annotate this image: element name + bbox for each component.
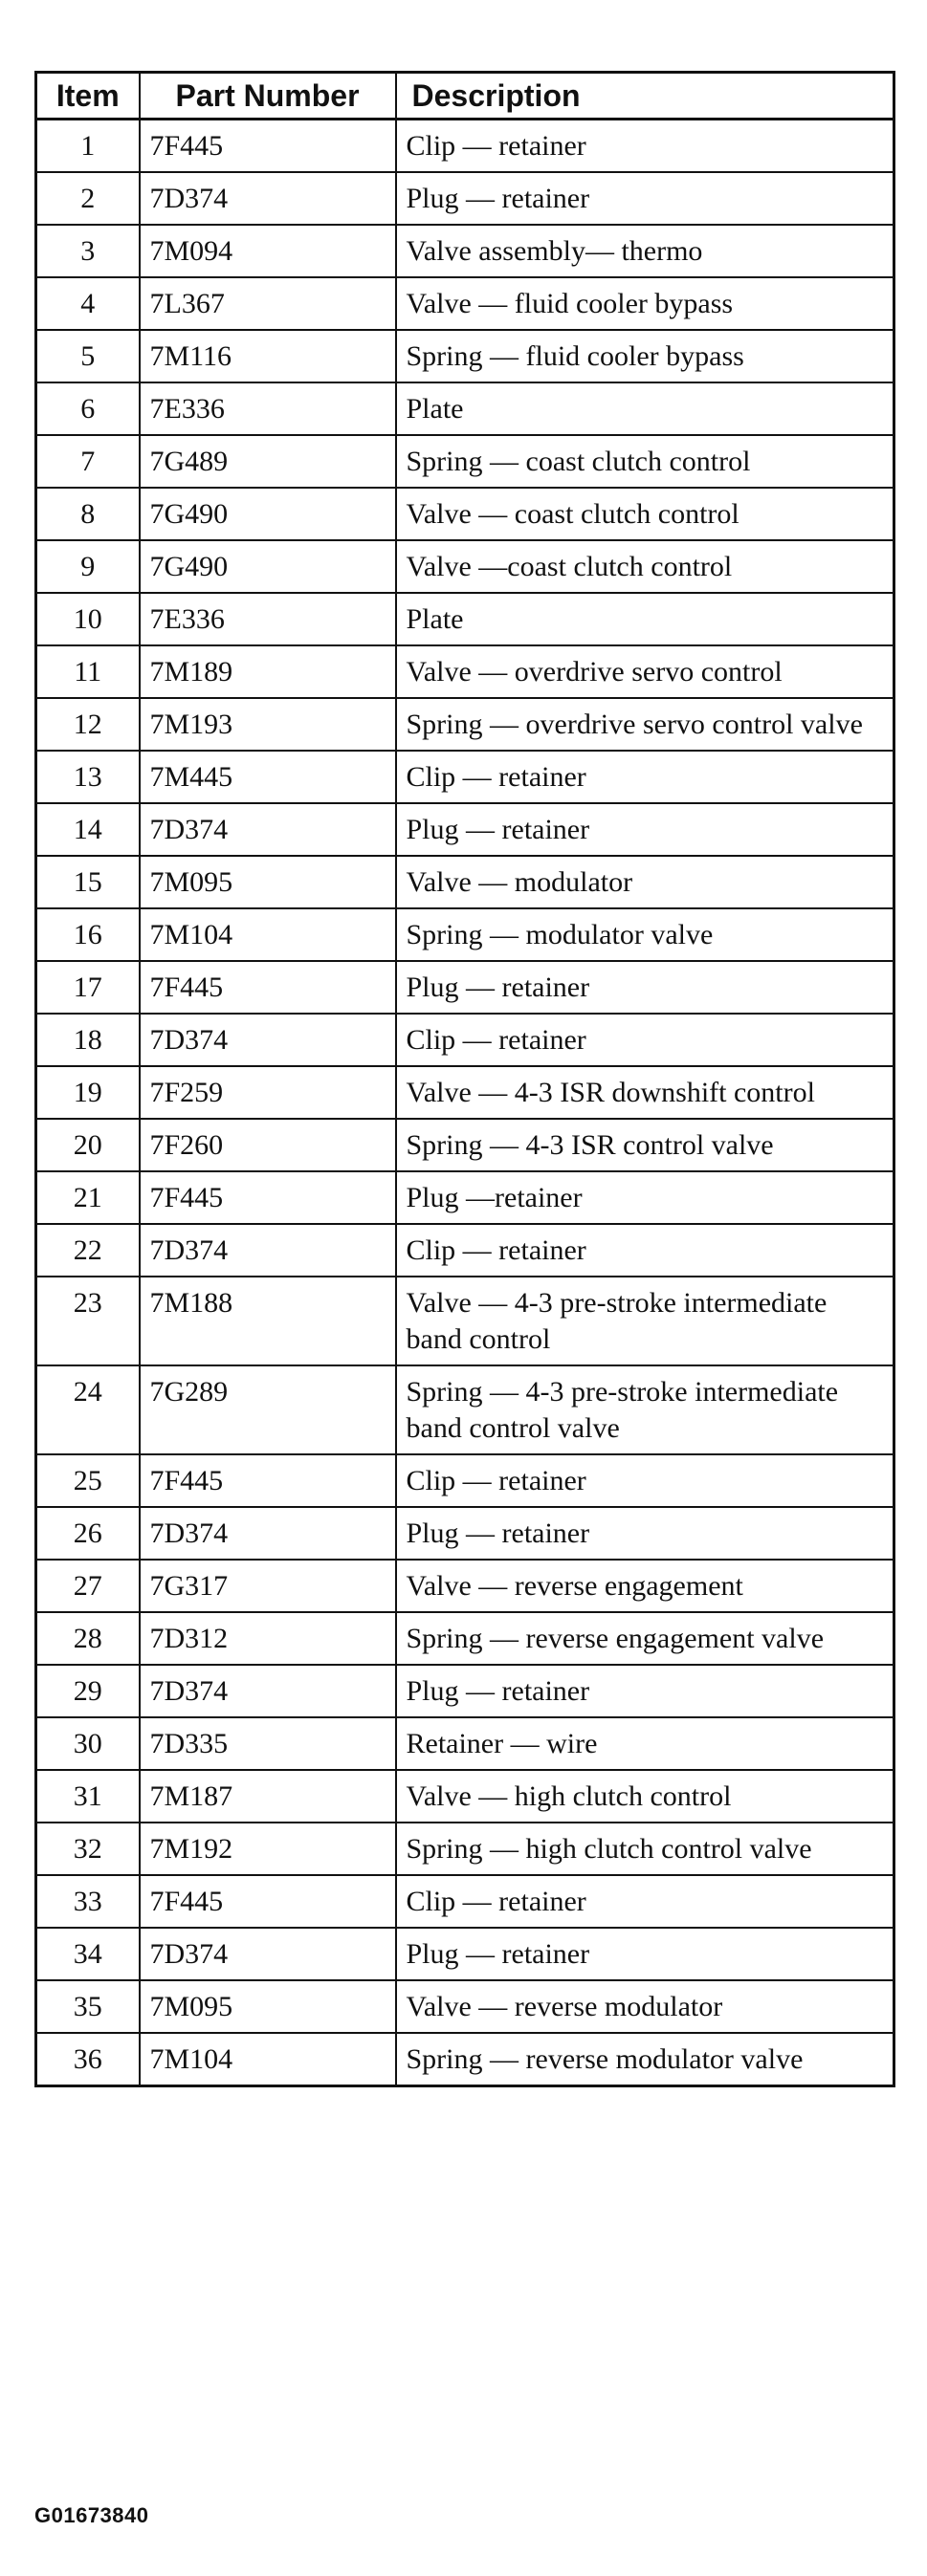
- cell-item: 27: [36, 1560, 140, 1612]
- cell-part-number: 7M192: [140, 1823, 396, 1875]
- table-row: [36, 2033, 894, 2086]
- cell-part-number: 7M187: [140, 1770, 396, 1823]
- cell-part-number: 7D374: [140, 1224, 396, 1277]
- parts-table: [34, 71, 895, 2087]
- cell-part-number: 7M189: [140, 645, 396, 698]
- cell-part-number: 7F445: [140, 1171, 396, 1224]
- table-row: [36, 1171, 894, 1224]
- cell-item: 19: [36, 1066, 140, 1119]
- cell-description: Plug — retainer: [396, 1928, 894, 1980]
- cell-part-number: 7M104: [140, 908, 396, 961]
- cell-description: Clip — retainer: [396, 1875, 894, 1928]
- cell-description: Plug —retainer: [396, 1171, 894, 1224]
- cell-item: 2: [36, 172, 140, 225]
- cell-part-number: 7G289: [140, 1365, 396, 1454]
- cell-part-number: 7M193: [140, 698, 396, 751]
- cell-item: 29: [36, 1665, 140, 1717]
- cell-part-number: 7G490: [140, 540, 396, 593]
- cell-part-number: 7M104: [140, 2033, 396, 2086]
- cell-part-number: 7G317: [140, 1560, 396, 1612]
- cell-item: 3: [36, 225, 140, 277]
- table-row: [36, 856, 894, 908]
- table-row: [36, 1507, 894, 1560]
- cell-description: Plate: [396, 593, 894, 645]
- cell-part-number: 7D312: [140, 1612, 396, 1665]
- cell-part-number: 7M445: [140, 751, 396, 803]
- cell-item: 5: [36, 330, 140, 382]
- cell-item: 21: [36, 1171, 140, 1224]
- table-row: [36, 803, 894, 856]
- cell-item: 1: [36, 120, 140, 173]
- cell-description: Plug — retainer: [396, 172, 894, 225]
- cell-description: Valve — modulator: [396, 856, 894, 908]
- table-row: [36, 488, 894, 540]
- cell-description: Spring — 4-3 ISR control valve: [396, 1119, 894, 1171]
- cell-part-number: 7D374: [140, 1928, 396, 1980]
- cell-item: 26: [36, 1507, 140, 1560]
- cell-item: 16: [36, 908, 140, 961]
- cell-part-number: 7L367: [140, 277, 396, 330]
- cell-part-number: 7D374: [140, 172, 396, 225]
- cell-description: Clip — retainer: [396, 751, 894, 803]
- table-row: [36, 1454, 894, 1507]
- table-row: [36, 382, 894, 435]
- cell-part-number: 7F445: [140, 1454, 396, 1507]
- table-row: [36, 645, 894, 698]
- cell-part-number: 7F260: [140, 1119, 396, 1171]
- cell-item: 23: [36, 1277, 140, 1365]
- cell-part-number: 7M188: [140, 1277, 396, 1365]
- cell-description: Valve — coast clutch control: [396, 488, 894, 540]
- cell-item: 33: [36, 1875, 140, 1928]
- cell-part-number: 7M094: [140, 225, 396, 277]
- table-row: [36, 1980, 894, 2033]
- table-row: [36, 698, 894, 751]
- cell-description: Valve — overdrive servo control: [396, 645, 894, 698]
- cell-description: Valve —coast clutch control: [396, 540, 894, 593]
- cell-part-number: 7D335: [140, 1717, 396, 1770]
- cell-item: 36: [36, 2033, 140, 2086]
- parts-list-page: [34, 71, 893, 2087]
- table-body: [36, 120, 894, 2086]
- cell-description: Clip — retainer: [396, 1224, 894, 1277]
- table-row: [36, 1875, 894, 1928]
- cell-description: Valve assembly— thermo: [396, 225, 894, 277]
- table-row: [36, 172, 894, 225]
- table-row: [36, 435, 894, 488]
- cell-part-number: 7M095: [140, 856, 396, 908]
- header-item: Item: [36, 73, 140, 120]
- cell-part-number: 7D374: [140, 1014, 396, 1066]
- table-row: [36, 1014, 894, 1066]
- table-row: [36, 1365, 894, 1454]
- cell-description: Spring — reverse modulator valve: [396, 2033, 894, 2086]
- table-row: [36, 1560, 894, 1612]
- table-header: [36, 73, 894, 120]
- cell-description: Spring — modulator valve: [396, 908, 894, 961]
- cell-description: Valve — reverse engagement: [396, 1560, 894, 1612]
- cell-item: 35: [36, 1980, 140, 2033]
- table-row: [36, 1717, 894, 1770]
- cell-item: 11: [36, 645, 140, 698]
- table-row: [36, 1770, 894, 1823]
- cell-description: Plug — retainer: [396, 803, 894, 856]
- cell-item: 25: [36, 1454, 140, 1507]
- cell-item: 15: [36, 856, 140, 908]
- table-row: [36, 1119, 894, 1171]
- cell-description: Spring — fluid cooler bypass: [396, 330, 894, 382]
- table-row: [36, 1066, 894, 1119]
- cell-part-number: 7E336: [140, 382, 396, 435]
- table-row: [36, 540, 894, 593]
- cell-description: Spring — high clutch control valve: [396, 1823, 894, 1875]
- cell-part-number: 7G490: [140, 488, 396, 540]
- cell-item: 31: [36, 1770, 140, 1823]
- figure-id: G01673840: [34, 2503, 149, 2527]
- cell-description: Spring — coast clutch control: [396, 435, 894, 488]
- table-row: [36, 225, 894, 277]
- cell-part-number: 7F259: [140, 1066, 396, 1119]
- table-row: [36, 277, 894, 330]
- table-row: [36, 1823, 894, 1875]
- cell-description: Valve — high clutch control: [396, 1770, 894, 1823]
- cell-part-number: 7G489: [140, 435, 396, 488]
- cell-part-number: 7D374: [140, 1665, 396, 1717]
- cell-part-number: 7F445: [140, 120, 396, 173]
- table-row: [36, 593, 894, 645]
- cell-item: 6: [36, 382, 140, 435]
- cell-item: 8: [36, 488, 140, 540]
- table-row: [36, 1224, 894, 1277]
- cell-item: 22: [36, 1224, 140, 1277]
- cell-description: Clip — retainer: [396, 1014, 894, 1066]
- cell-description: Plug — retainer: [396, 1665, 894, 1717]
- header-description: Description: [396, 73, 894, 120]
- cell-description: Spring — 4-3 pre-stroke intermediate band control valve: [396, 1365, 894, 1454]
- cell-description: Spring — reverse engagement valve: [396, 1612, 894, 1665]
- cell-description: Retainer — wire: [396, 1717, 894, 1770]
- cell-item: 14: [36, 803, 140, 856]
- cell-part-number: 7F445: [140, 1875, 396, 1928]
- cell-part-number: 7E336: [140, 593, 396, 645]
- cell-item: 7: [36, 435, 140, 488]
- cell-part-number: 7D374: [140, 1507, 396, 1560]
- cell-item: 12: [36, 698, 140, 751]
- table-row: [36, 1665, 894, 1717]
- table-row: [36, 908, 894, 961]
- table-row: [36, 1928, 894, 1980]
- cell-description: Valve — 4-3 pre-stroke intermediate band control: [396, 1277, 894, 1365]
- cell-description: Plug — retainer: [396, 1507, 894, 1560]
- cell-description: Clip — retainer: [396, 120, 894, 173]
- table-row: [36, 961, 894, 1014]
- cell-item: 28: [36, 1612, 140, 1665]
- cell-description: Plate: [396, 382, 894, 435]
- table-row: [36, 751, 894, 803]
- cell-item: 18: [36, 1014, 140, 1066]
- cell-description: Valve — reverse modulator: [396, 1980, 894, 2033]
- cell-item: 4: [36, 277, 140, 330]
- cell-description: Plug — retainer: [396, 961, 894, 1014]
- cell-item: 24: [36, 1365, 140, 1454]
- cell-item: 20: [36, 1119, 140, 1171]
- table-row: [36, 330, 894, 382]
- cell-description: Clip — retainer: [396, 1454, 894, 1507]
- cell-item: 10: [36, 593, 140, 645]
- cell-part-number: 7D374: [140, 803, 396, 856]
- table-row: [36, 1277, 894, 1365]
- table-row: [36, 1612, 894, 1665]
- cell-part-number: 7M095: [140, 1980, 396, 2033]
- cell-item: 17: [36, 961, 140, 1014]
- header-row: [36, 73, 894, 120]
- header-part-number: Part Number: [140, 73, 396, 120]
- cell-item: 13: [36, 751, 140, 803]
- cell-item: 34: [36, 1928, 140, 1980]
- cell-item: 30: [36, 1717, 140, 1770]
- cell-description: Valve — fluid cooler bypass: [396, 277, 894, 330]
- cell-description: Valve — 4-3 ISR downshift control: [396, 1066, 894, 1119]
- cell-part-number: 7F445: [140, 961, 396, 1014]
- table-row: [36, 120, 894, 173]
- cell-description: Spring — overdrive servo control valve: [396, 698, 894, 751]
- cell-item: 32: [36, 1823, 140, 1875]
- cell-part-number: 7M116: [140, 330, 396, 382]
- cell-item: 9: [36, 540, 140, 593]
